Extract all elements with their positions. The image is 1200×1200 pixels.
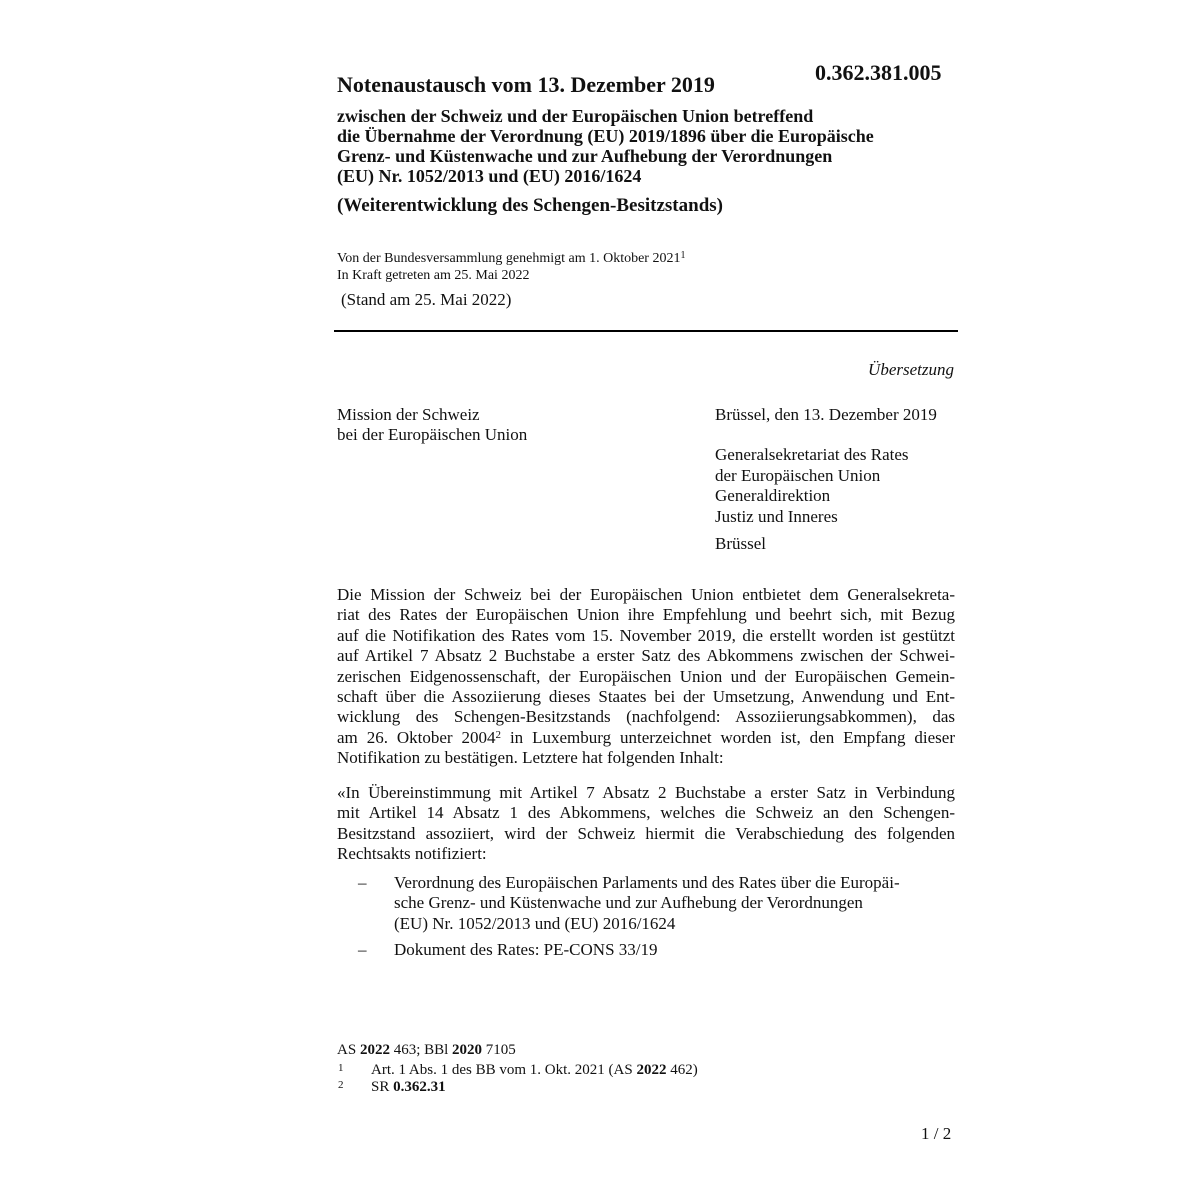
list-item-line: Verordnung des Europäischen Parlaments und des Rates über die Europäi- (394, 873, 900, 892)
stand-date: (Stand am 25. Mai 2022) (341, 290, 512, 309)
footnote-part: Art. 1 Abs. 1 des BB vom 1. Okt. 2021 (AS (371, 1062, 637, 1078)
subtitle-line: zwischen der Schweiz und der Europäischen Union betreffend (337, 106, 814, 126)
paragraph-line: «In Übereinstimmung mit Artikel 7 Absatz 2 Buchstabe a erster Satz in Verbindung (337, 783, 955, 802)
recipient-address (715, 445, 909, 527)
sender-line: bei der Europäischen Union (337, 425, 528, 444)
official-source (337, 1042, 516, 1059)
paragraph-line: Notifikation zu bestätigen. Letztere hat folgenden Inhalt: (337, 748, 724, 768)
footnote-text (371, 1062, 698, 1079)
approval-block (337, 250, 685, 284)
source-text: 463; BBl (389, 1042, 453, 1058)
approval-date (337, 250, 685, 267)
paragraph-line: Rechtsakts notifiziert: (337, 844, 487, 864)
list-item-line: (EU) Nr. 1052/2013 und (EU) 2016/1624 (394, 913, 676, 933)
list-item-line: sche Grenz- und Küstenwache und zur Aufhebung der Verordnungen (394, 893, 863, 913)
footnote-number: 1 (338, 1062, 344, 1074)
recipient-line: der Europäischen Union (715, 465, 881, 485)
document-title: Notenaustausch vom 13. Dezember 2019 (337, 72, 715, 97)
paragraph-line: zerischen Eidgenossenschaft, der Europäischen Union und der Europäischen Gemein- (337, 666, 955, 686)
sender-line: Mission der Schweiz (337, 405, 480, 424)
source-text: 7105 (482, 1042, 516, 1058)
in-force-date: In Kraft getreten am 25. Mai 2022 (337, 268, 530, 283)
recipient-line: Generalsekretariat des Rates (715, 445, 909, 464)
line-text: am 26. Oktober 2004 (337, 727, 496, 747)
footnote-ref[interactable]: 1 (680, 250, 686, 261)
footnote-ref[interactable]: 2 (495, 728, 502, 741)
footnote-number: 2 (338, 1079, 344, 1091)
list-dash: – (358, 873, 367, 892)
paragraph-line (337, 728, 955, 748)
footnote-bold: 0.362.31 (393, 1079, 446, 1095)
paragraph-line: Die Mission der Schweiz bei der Europäischen Union entbietet dem Generalsekreta- (337, 585, 955, 604)
footnote-text (371, 1079, 446, 1096)
paragraph-line: schaft über die Assoziierung dieses Staates bei der Umsetzung, Anwendung und Ent- (337, 687, 955, 707)
paragraph-line: Besitzstand assoziiert, wird der Schweiz hiermit die Verabschiedung des folgenden (337, 823, 955, 843)
document-subtitle (337, 106, 874, 186)
paragraph-line: wicklung des Schengen-Besitzstands (nachfolgend: Assoziierungsabkommen), das (337, 707, 955, 727)
list-item-line: Dokument des Rates: PE-CONS 33/19 (394, 940, 658, 959)
header-divider (334, 330, 958, 332)
subtitle-line: die Übernahme der Verordnung (EU) 2019/1896 über die Europäische (337, 126, 874, 146)
subtitle-line: (EU) Nr. 1052/2013 und (EU) 2016/1624 (337, 166, 642, 186)
paragraph-line: mit Artikel 14 Absatz 1 des Abkommens, welches die Schweiz an den Schengen- (337, 803, 955, 823)
list-item (394, 873, 939, 934)
paragraph-line: riat des Rates der Europäischen Union ihre Empfehlung und beehrt sich, mit Bezug (337, 605, 955, 625)
letter-date: Brüssel, den 13. Dezember 2019 (715, 405, 937, 424)
source-text: AS (337, 1042, 360, 1058)
body-paragraph-2 (337, 783, 955, 865)
footnote-bold: 2022 (636, 1062, 667, 1078)
subtitle-line: Grenz- und Küstenwache und zur Aufhebung der Verordnungen (337, 146, 833, 166)
source-year: 2020 (452, 1042, 483, 1058)
sender-address (337, 405, 527, 445)
footnote-part: 462) (666, 1062, 698, 1078)
recipient-city: Brüssel (715, 534, 766, 553)
paragraph-line: auf Artikel 7 Absatz 2 Buchstabe a erster Satz des Abkommens zwischen der Schwei- (337, 646, 955, 666)
source-year: 2022 (359, 1042, 390, 1058)
paragraph-line: auf die Notifikation des Rates vom 15. November 2019, die erstellt worden ist gestützt (337, 625, 955, 645)
line-text: in Luxemburg unterzeichnet worden ist, den Empfang dieser (501, 727, 955, 747)
footnote-part: SR (371, 1079, 394, 1095)
recipient-line: Generaldirektion (715, 486, 831, 505)
page-number: 1 / 2 (921, 1124, 952, 1143)
list-dash: – (358, 940, 367, 959)
recipient-line: Justiz und Inneres (715, 506, 838, 526)
schengen-note: (Weiterentwicklung des Schengen-Besitzstands) (337, 195, 723, 216)
approval-text: Von der Bundesversammlung genehmigt am 1. Oktober 2021 (337, 251, 681, 266)
body-paragraph-1 (337, 585, 955, 769)
translation-note: Übersetzung (868, 360, 954, 379)
list-item (394, 940, 658, 960)
sr-number: 0.362.381.005 (815, 60, 942, 85)
